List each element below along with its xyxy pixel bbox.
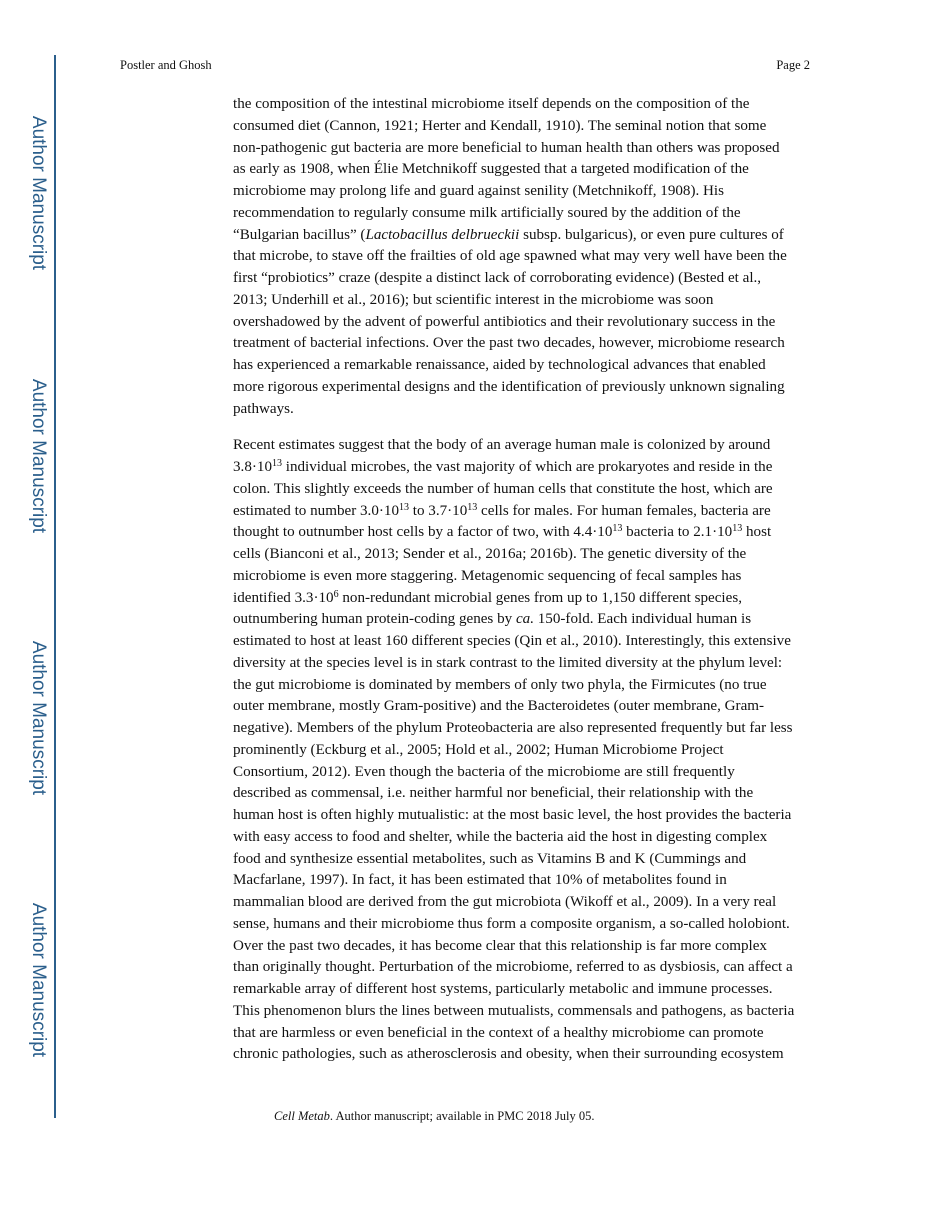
text-line [233,957,833,979]
text-run: outnumbering human protein-coding genes by [233,611,516,628]
text-run: This phenomenon blurs the lines between mutualists, commensals and pathogens, as bacteria [233,1002,795,1019]
superscript: 13 [399,501,409,513]
text-run: non-pathogenic gut bacteria are more beneficial to human health than others was proposed [233,139,780,156]
page-number: Page 2 [776,58,810,72]
text-run: has experienced a remarkable renaissance, aided by technological advances that enabled [233,357,766,373]
text-line [233,805,833,827]
text-line [233,159,833,181]
superscript: 13 [272,458,282,469]
text-line [233,762,833,784]
text-line [233,290,833,312]
text-run: non-redundant microbial genes from up to 1,150 different species, [338,589,742,606]
text-run: subsp. bulgaricus), or even pure cultures of [519,226,784,243]
footer-text: . Author manuscript; available in PMC 2018 July 05. [329,1109,595,1123]
text-line [233,268,833,290]
text-run: food and synthesize essential metabolites, such as Vitamins B and K (Cummings and [233,850,747,867]
text-run: Macfarlane, 1997). In fact, it has been estimated that 10% of metabolites found in [233,872,727,889]
text-run: estimated to number 3.0·10 [233,502,399,519]
paragraph [233,94,833,420]
text-line [233,696,833,718]
text-run: estimated to host at least 160 different species (Qin et al., 2010). Interestingly, this extensive [233,633,791,649]
text-run: that microbe, to stave off the frailties of old age spawned what may very well have been the [233,248,787,265]
text-line [233,936,833,958]
text-line [233,116,833,138]
text-run: host [742,524,772,541]
text-line [233,892,833,914]
text-run: first “probiotics” craze (despite a distinct lack of corroborating evidence) (Bested et al., [233,270,762,286]
text-line [233,609,833,631]
paragraph [233,435,833,1066]
text-line [233,355,833,377]
text-run: sense, humans and their microbiome thus form a composite organism, a so-called holobiont. [233,915,790,932]
text-line [233,246,833,268]
text-run: as early as 1908, when Élie Metchnikoff suggested that a targeted modification of the [233,161,749,178]
text-run: more rigorous experimental designs and the identification of previously unknown signaling [233,378,785,395]
text-run: cells for males. For human females, bacteria are [477,502,771,519]
text-line [233,522,833,544]
text-run: cells (Bianconi et al., 2013; Sender et al., 2016a; 2016b). The genetic diversity of the [233,546,747,562]
paragraph-gap [233,420,833,435]
superscript: 13 [732,523,743,535]
superscript: 13 [467,501,478,513]
text-line [233,138,833,160]
text-line [233,653,833,675]
text-run: 150-fold. Each individual human is [533,611,752,628]
text-line [233,1023,833,1045]
italic-text: ca. [515,611,534,628]
text-line [233,1044,833,1066]
text-run: to 3.7·10 [409,502,468,519]
running-header-authors: Postler and Ghosh [120,58,212,72]
text-line [233,588,833,610]
text-line [233,979,833,1001]
text-line [233,783,833,805]
text-line [233,827,833,849]
text-line [233,225,833,247]
text-run: “Bulgarian bacillus” ( [233,226,366,243]
text-run: the composition of the intestinal microbiome itself depends on the composition of the [233,96,750,112]
author-manuscript-text: Author Manuscript [28,115,49,271]
text-line [233,377,833,399]
text-line [233,675,833,697]
text-run: chronic pathologies, such as atherosclerosis and obesity, when their surrounding ecosystem [233,1046,784,1063]
text-line [233,740,833,762]
text-run: diversity at the species level is in stark contrast to the limited diversity at the phylum level: [233,654,783,671]
text-line [233,479,833,501]
sidebar-rule [54,55,56,1118]
text-line [233,1001,833,1023]
superscript: 6 [333,588,339,600]
author-manuscript-text: Author Manuscript [28,378,49,534]
text-run: negative). Members of the phylum Proteobacteria are also represented frequently but far less [233,720,793,736]
text-line [233,849,833,871]
text-run: pathways. [233,400,294,417]
author-manuscript-text: Author Manuscript [28,640,49,796]
text-line [233,718,833,740]
text-run: human host is often highly mutualistic: at the most basic level, the host provides the bacteria [233,807,792,823]
text-run: 2013; Underhill et al., 2016); but scientific interest in the microbiome was soon [233,291,714,308]
text-run: recommendation to regularly consume milk artificially soured by the addition of the [233,204,741,221]
text-run: individual microbes, the vast majority of which are prokaryotes and reside in the [282,459,773,475]
text-line [233,544,833,566]
text-run: bacteria to 2.1·10 [622,524,733,541]
text-run: colon. This slightly exceeds the number of human cells that constitute the host, which are [233,480,773,497]
text-run: identified 3.3·10 [233,589,334,606]
text-line [233,181,833,203]
journal-name: Cell Metab [274,1109,330,1123]
text-run: Recent estimates suggest that the body of an average human male is colonized by around [233,437,771,454]
text-line [233,870,833,892]
text-line [233,203,833,225]
superscript: 13 [612,523,623,535]
text-line [233,566,833,588]
italic-text: Lactobacillus delbrueckii [365,226,520,243]
text-run: mammalian blood are derived from the gut microbiota (Wikoff et al., 2009). In a very real [233,894,777,910]
text-line [233,435,833,457]
text-run: described as commensal, i.e. neither harmful nor beneficial, their relationship with the [233,785,754,802]
body-text [233,94,833,1066]
text-run: remarkable array of different host systems, particularly metabolic and immune processes. [233,981,773,997]
text-run: thought to outnumber host cells by a factor of two, with 4.4·10 [233,524,613,541]
text-line [233,399,833,421]
text-line [233,631,833,653]
text-run: the gut microbiome is dominated by members of only two phyla, the Firmicutes (no true [233,676,767,693]
text-line [233,457,833,479]
text-run: outer membrane, mostly Gram-positive) and the Bacteroidetes (outer membrane, Gram- [233,698,765,715]
text-run: 3.8·10 [233,459,272,475]
text-run: with easy access to food and shelter, while the bacteria aid the host in digesting complex [233,828,768,845]
text-run: overshadowed by the advent of powerful antibiotics and their revolutionary success in the [233,313,776,330]
text-run: treatment of bacterial infections. Over the past two decades, however, microbiome research [233,335,785,352]
text-run: prominently (Eckburg et al., 2005; Hold et al., 2002; Human Microbiome Project [233,741,724,758]
text-line [233,312,833,334]
text-run: Over the past two decades, it has become clear that this relationship is far more complex [233,937,767,954]
text-line [233,333,833,355]
text-run: microbiome may prolong life and guard against senility (Metchnikoff, 1908). His [233,183,725,199]
text-line [233,501,833,523]
text-run: than originally thought. Perturbation of the microbiome, referred to as dysbiosis, can affect a [233,959,793,976]
author-manuscript-text: Author Manuscript [28,902,49,1058]
text-run: that are harmless or even beneficial in the context of a healthy microbiome can promote [233,1024,764,1041]
text-run: microbiome is even more staggering. Metagenomic sequencing of fecal samples has [233,567,742,584]
text-run: Consortium, 2012). Even though the bacteria of the microbiome are still frequently [233,763,735,780]
footer-citation [274,1109,594,1124]
text-line [233,914,833,936]
text-run: consumed diet (Cannon, 1921; Herter and Kendall, 1910). The seminal notion that some [233,117,767,134]
text-line [233,94,833,116]
